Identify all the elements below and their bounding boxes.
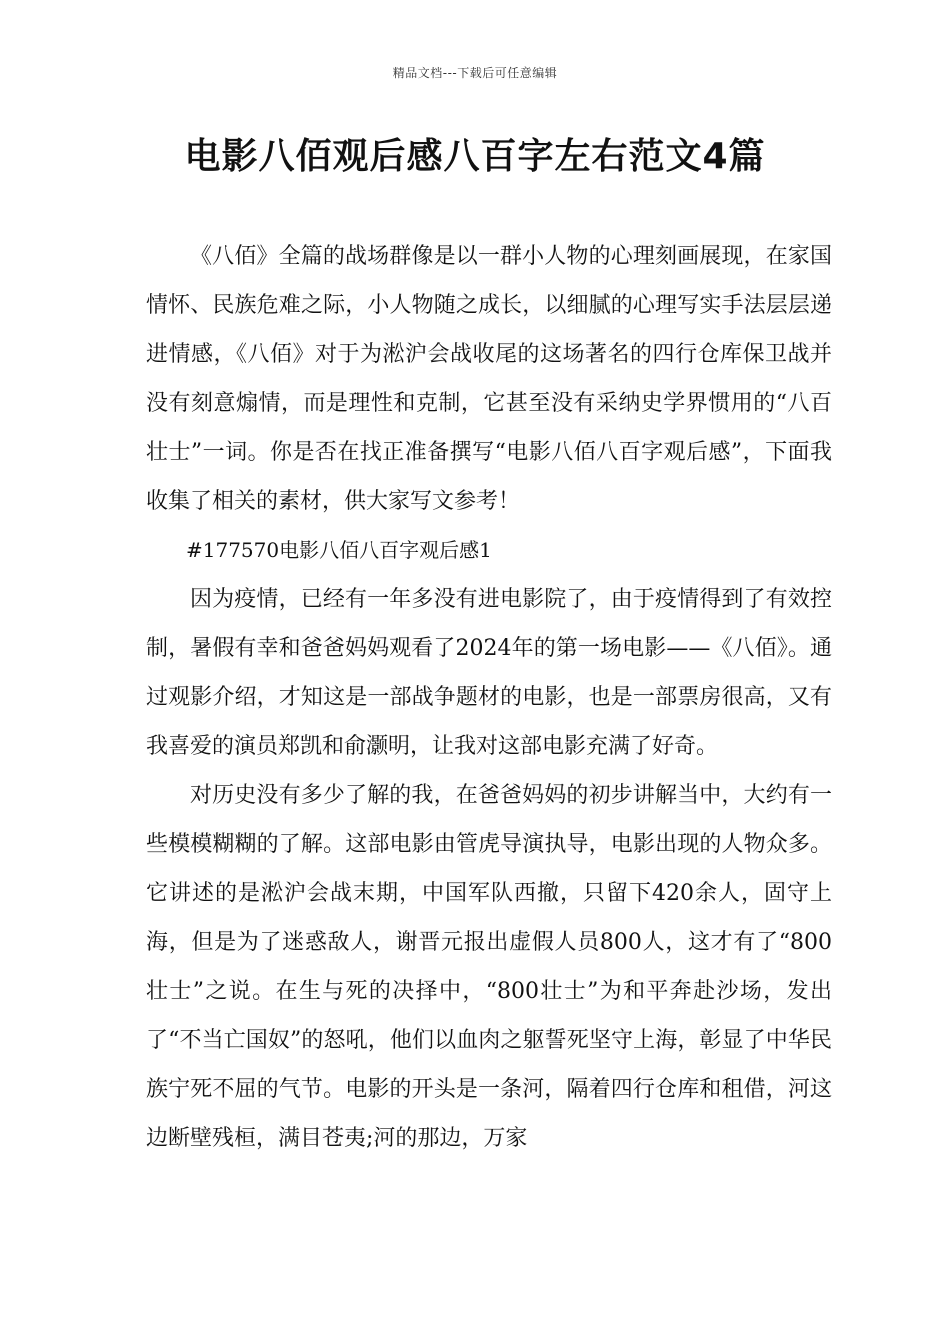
intro-paragraph: 《八佰》全篇的战场群像是以一群小人物的心理刻画展现，在家国情怀、民族危难之际，小人物随之成长，以细腻的心理写实手法层层递进情感，《八佰》对于为淞沪会战收尾的这场著名的四行仓库保卫战并没有刻意煽情，而是理性和克制，它甚至没有采纳史学界惯用的“八百壮士”一词。你是否在找正准备撰写“电影八佰八百字观后感”，下面我收集了相关的素材，供大家写文参考！: [146, 244, 832, 514]
header-note: 精品文档---下载后可任意编辑: [392, 66, 558, 80]
section-heading: #177570电影八佰八百字观后感1: [186, 538, 492, 562]
body-paragraph-2: 对历史没有多少了解的我，在爸爸妈妈的初步讲解当中，大约有一些模模糊糊的了解。这部电影由管虎导演执导，电影出现的人物众多。它讲述的是淞沪会战末期，中国军队西撤，只留下420余人，固守上海，但是为了迷惑敌人，谢晋元报出虚假人员800人，这才有了“800壮士”之说。在生与死的决择中，“800壮士”为和平奔赴沙场，发出了“不当亡国奴”的怒吼，他们以血肉之躯誓死坚守上海，彰显了中华民族宁死不屈的气节。电影的开头是一条河，隔着四行仓库和租借，河这边断壁残桓，满目苍夷;河的那边，万家: [146, 783, 833, 1151]
document-title: 电影八佰观后感八百字左右范文4篇: [184, 136, 766, 177]
body-paragraph-1: 因为疫情，已经有一年多没有进电影院了，由于疫情得到了有效控制，暑假有幸和爸爸妈妈观看了2024年的第一场电影——《八佰》。通过观影介绍，才知这是一部战争题材的电影，也是一部票房很高，又有我喜爱的演员郑凯和俞灏明，让我对这部电影充满了好奇。: [146, 587, 832, 759]
document-body: [146, 232, 832, 1163]
